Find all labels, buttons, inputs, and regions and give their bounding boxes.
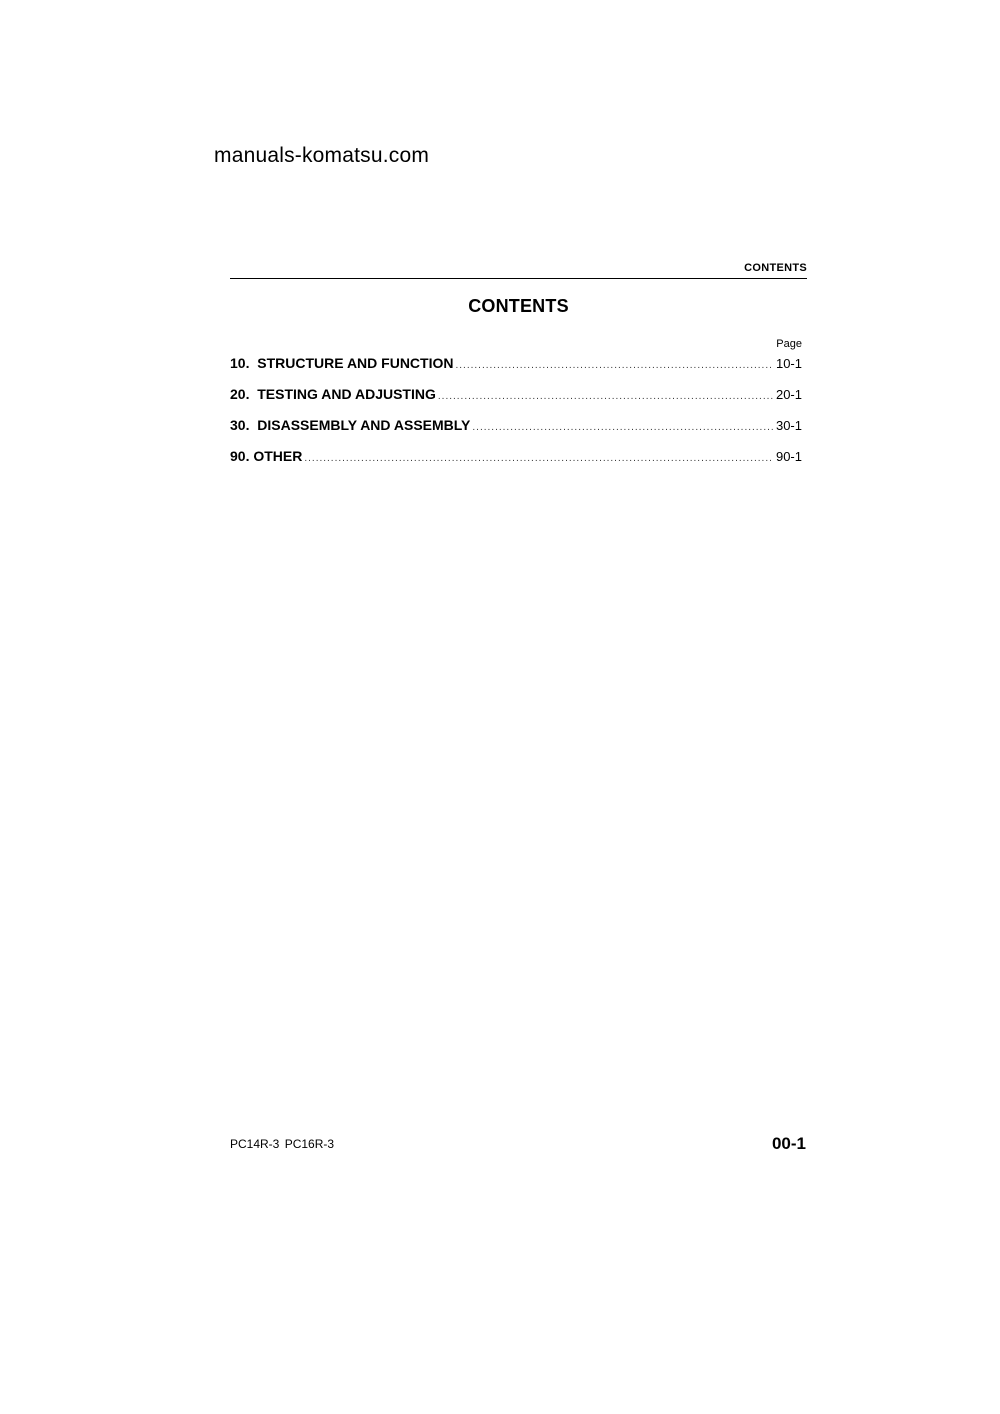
watermark-text: manuals-komatsu.com [214,144,430,167]
toc-entry-page: 30-1 [775,418,802,433]
toc-entry-structure-and-function[interactable] [230,355,802,386]
toc-entry-label: 10. STRUCTURE AND FUNCTION [230,355,454,371]
footer-page-number: 00-1 [771,1134,806,1153]
toc-entry-page: 10-1 [775,356,802,371]
page-column-label: Page [776,338,802,350]
toc-dot-leader [472,422,773,433]
header-rule [230,278,807,279]
toc-dot-leader [304,453,773,464]
toc-dot-leader [456,360,773,371]
toc-dot-leader [438,391,773,402]
toc-entry-page: 20-1 [775,387,802,402]
page-title: CONTENTS [468,296,569,316]
footer-model-numbers: PC14R-3 PC16R-3 [230,1137,335,1151]
table-of-contents [230,355,802,479]
toc-entry-other[interactable] [230,448,802,479]
toc-entry-label: 30. DISASSEMBLY AND ASSEMBLY [230,417,471,433]
toc-entry-page: 90-1 [775,449,802,464]
running-header: CONTENTS [744,262,807,274]
toc-entry-disassembly-and-assembly[interactable] [230,417,802,448]
toc-entry-label: 20. TESTING AND ADJUSTING [230,386,436,402]
toc-entry-testing-and-adjusting[interactable] [230,386,802,417]
toc-entry-label: 90. OTHER [230,448,303,464]
